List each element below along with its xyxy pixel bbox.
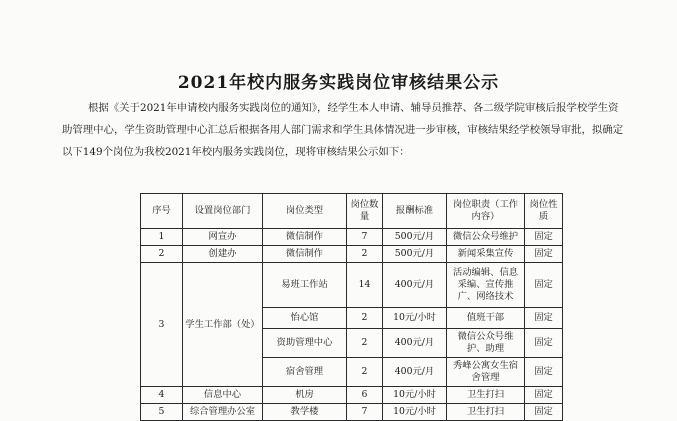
cell-pay: 500元/月 [383, 229, 447, 246]
cell-pay: 400元/月 [383, 358, 447, 387]
cell-dept: 信息中心 [183, 387, 263, 404]
cell-type: 教学楼 [263, 404, 347, 421]
cell-duty: 秀峰公寓女生宿舍管理 [447, 358, 525, 387]
cell-type: 易班工作站 [263, 263, 347, 308]
cell-no: 3 [141, 263, 183, 387]
cell-type: 机房 [263, 387, 347, 404]
cell-pay: 10元/小时 [383, 308, 447, 329]
cell-duty: 活动编辑、信息采编、宣传推广、网络技术 [447, 263, 525, 308]
header-no: 序号 [141, 194, 183, 229]
cell-count: 14 [347, 263, 383, 308]
cell-dept: 学生工作部（处） [183, 263, 263, 387]
cell-nature: 固定 [525, 308, 563, 329]
cell-type: 怡心馆 [263, 308, 347, 329]
cell-duty: 卫生打扫 [447, 387, 525, 404]
cell-type: 资助管理中心 [263, 329, 347, 358]
cell-duty: 卫生打扫 [447, 404, 525, 421]
intro-paragraph: 根据《关于2021年申请校内服务实践岗位的通知》，经学生本人申请、辅导员推荐、各二级学院审核后报学校学生资助管理中心，学生资助管理中心汇总后根据各用人部门需求和学生具体情况进一步审核，审核结果经学校领导审批，拟确定以下149个岗位为我校2021年校内服务实践岗位，现将审核结果公示如下： [62, 102, 624, 158]
cell-count: 7 [347, 404, 383, 421]
cell-no: 1 [141, 229, 183, 246]
positions-table [140, 193, 563, 421]
cell-nature: 固定 [525, 229, 563, 246]
table-header-row [141, 194, 563, 229]
table-row [141, 404, 563, 421]
cell-pay: 400元/月 [383, 263, 447, 308]
cell-pay: 10元/小时 [383, 404, 447, 421]
cell-duty: 微信公众号维护 [447, 229, 525, 246]
header-type: 岗位类型 [263, 194, 347, 229]
table-row [141, 387, 563, 404]
header-dept: 设置岗位部门 [183, 194, 263, 229]
cell-count: 2 [347, 329, 383, 358]
header-pay: 报酬标准 [383, 194, 447, 229]
cell-dept: 创建办 [183, 246, 263, 263]
table-row [141, 263, 563, 308]
header-count: 岗位数量 [347, 194, 383, 229]
cell-pay: 400元/月 [383, 329, 447, 358]
cell-nature: 固定 [525, 404, 563, 421]
cell-nature: 固定 [525, 329, 563, 358]
cell-nature: 固定 [525, 246, 563, 263]
cell-nature: 固定 [525, 263, 563, 308]
cell-nature: 固定 [525, 358, 563, 387]
cell-dept: 综合管理办公室 [183, 404, 263, 421]
cell-pay: 10元/小时 [383, 387, 447, 404]
cell-duty: 新闻采集宣传 [447, 246, 525, 263]
cell-count: 6 [347, 387, 383, 404]
cell-pay: 500元/月 [383, 246, 447, 263]
cell-type: 微信制作 [263, 246, 347, 263]
cell-duty: 值班干部 [447, 308, 525, 329]
cell-count: 2 [347, 308, 383, 329]
cell-type: 微信制作 [263, 229, 347, 246]
cell-count: 7 [347, 229, 383, 246]
cell-no: 4 [141, 387, 183, 404]
table-row [141, 246, 563, 263]
cell-duty: 微信公众号维护、助理 [447, 329, 525, 358]
cell-no: 2 [141, 246, 183, 263]
page-title: 2021年校内服务实践岗位审核结果公示 [177, 73, 500, 93]
cell-nature: 固定 [525, 387, 563, 404]
header-nature: 岗位性质 [525, 194, 563, 229]
cell-no: 5 [141, 404, 183, 421]
cell-type: 宿舍管理 [263, 358, 347, 387]
table-row [141, 229, 563, 246]
header-duty: 岗位职责（工作内容） [447, 194, 525, 229]
cell-count: 2 [347, 246, 383, 263]
cell-dept: 网宣办 [183, 229, 263, 246]
cell-count: 2 [347, 358, 383, 387]
